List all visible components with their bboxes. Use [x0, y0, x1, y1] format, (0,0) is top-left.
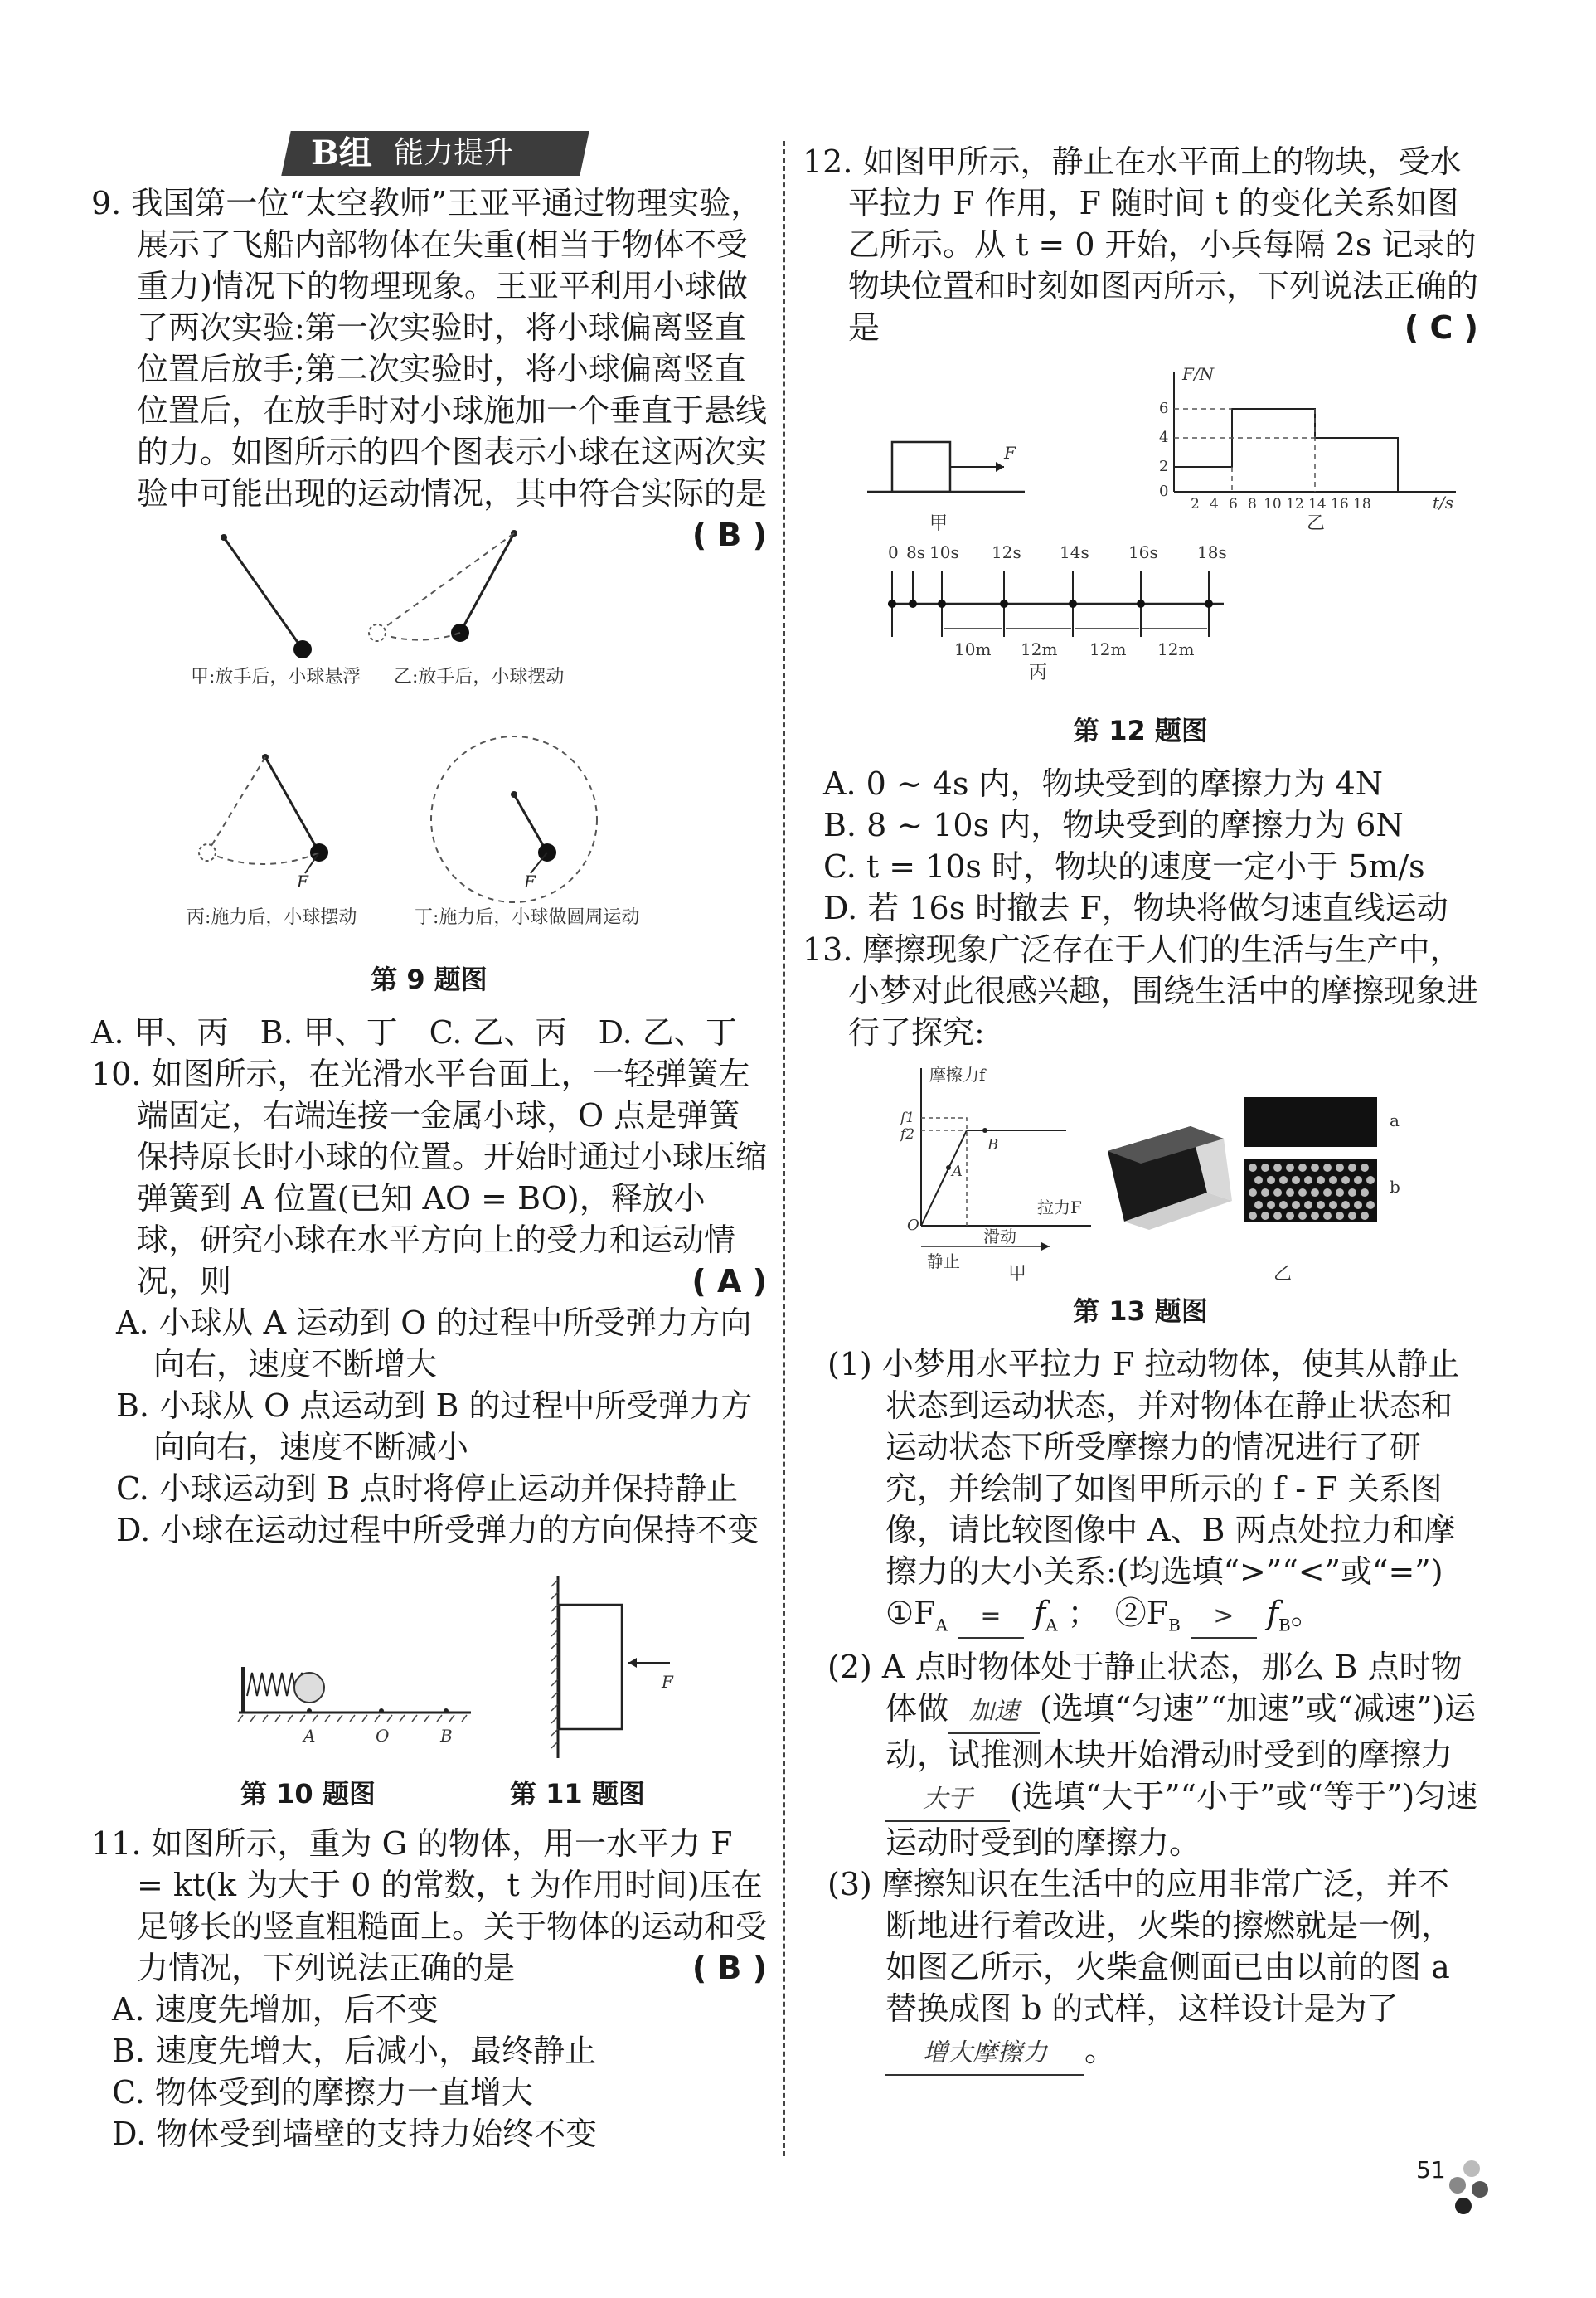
q12-ytick-2: 2 [1158, 458, 1168, 475]
q12-time-16: 16s [1128, 542, 1158, 562]
q9-label-jia: 甲:放手后，小球悬浮 [190, 667, 361, 687]
q10-answer: ( A ) [691, 1263, 767, 1300]
q13-pic-a: a [1389, 1110, 1400, 1130]
q11-label-f: F [661, 1672, 673, 1692]
q10-q11-captions [91, 1773, 767, 1815]
section-banner [286, 124, 585, 182]
q13-pic-b: b [1389, 1177, 1400, 1197]
q12-time-12: 12s [991, 542, 1021, 562]
q11-option-a: A. 速度先增加，后不变 [112, 1991, 439, 2028]
q13-still: 静止 [926, 1251, 960, 1271]
q13-part3: (3) 摩擦知识在生活中的应用非常广泛，并不断地进行着改进，火柴的擦燃就是一例，如图乙所示，火柴盒侧面已由以前的图 a 替换成图 b 的式样，这样设计是为了增大摩擦力 。 [803, 1863, 1478, 2076]
q13-answer-3[interactable]: 加速 [948, 1691, 1040, 1734]
q12-ytick-0: 0 [1158, 483, 1168, 500]
page-deco-4 [1455, 2198, 1472, 2214]
q13-point-a: A [951, 1163, 963, 1180]
page-deco-3 [1472, 2181, 1488, 2198]
q13-answer-4[interactable]: 大于 [885, 1779, 1010, 1822]
q12-figure [842, 355, 1453, 728]
q13-part1-fill: $①F_A = f_A$ ； $②F_B > f_B$。 [803, 1592, 1478, 1646]
q12-answer: ( C ) [1404, 309, 1478, 346]
q13-label-yi: 乙 [1273, 1264, 1292, 1285]
q13-label-jia: 甲 [1007, 1264, 1026, 1285]
q10-option-d: D. 小球在运动过程中所受弹力的方向保持不变 [116, 1512, 759, 1548]
q9-text: 9. 我国第一位“太空教师”王亚平通过物理实验，展示了飞船内部物体在失重(相当于物体不受重力)情况下的物理现象。王亚平利用小球做了两次实验:第一次实验时，将小球偏离竖直位置后放手;第二次实验时，将小球偏离竖直位置后，在放手时对小球施加一个垂直于悬线的力。如图所示的四个图表示小球在这两次实验中可能出现的运动情况，其中符合实际的是 ( B ) [91, 182, 767, 514]
right-column [803, 141, 1478, 2076]
q12-dist-1: 10m [953, 639, 991, 659]
q9-label-yi: 乙:放手后，小球摆动 [393, 667, 565, 687]
q13-answer-1[interactable]: = [958, 1596, 1024, 1639]
q12-option-c: C. t = 10s 时，物块的速度一定小于 5m/s [823, 848, 1425, 885]
section-title: 能力提升 [394, 136, 514, 170]
q12-xtick-12: 12 [1285, 496, 1304, 513]
q12-xlabel: t/s [1432, 493, 1453, 513]
q13-point-b: B [987, 1136, 998, 1154]
q10-option-b: B. 小球从 O 点运动到 B 的过程中所受弹力方向向右，速度不断减小 [116, 1387, 753, 1465]
q10-text: 10. 如图所示，在光滑水平台面上，一轻弹簧左端固定，右端连接一金属小球，O 点是弹簧保持原长时小球的位置。开始时通过小球压缩弹簧到 A 位置(已知 AO = BO)，释放小球，研究小球在水平方向上的受力和运动情况，则 ( A ) [91, 1053, 767, 1302]
column-divider [783, 141, 785, 2156]
q12-time-10: 10s [929, 542, 959, 562]
q9-figure [166, 521, 663, 952]
q13-figure [842, 1060, 1439, 1284]
matchbox-photo [1108, 1126, 1232, 1230]
q12-label-yi: 乙 [1306, 513, 1325, 534]
q13-xlabel: 拉力F [1036, 1198, 1082, 1217]
q12-option-b: B. 8 ~ 10s 内，物块受到的摩擦力为 6N [823, 807, 1404, 843]
page-deco-2 [1449, 2177, 1466, 2194]
q13-f2: f2 [900, 1126, 914, 1143]
q12-ylabel: F/N [1181, 364, 1214, 384]
q10-q11-figure [139, 1567, 720, 1766]
q11-option-d: D. 物体受到墙壁的支持力始终不变 [112, 2116, 598, 2152]
q12-xtick-18: 18 [1352, 496, 1371, 513]
q12-option-d: D. 若 16s 时撤去 F，物块将做匀速直线运动 [823, 890, 1448, 926]
q12-time-18: 18s [1196, 542, 1227, 562]
q12-dist-4: 12m [1157, 639, 1194, 659]
q9-force-bing: F [296, 872, 308, 892]
q13-part1: (1) 小梦用水平拉力 F 拉动物体，使其从静止状态到运动状态，并对物体在静止状态和运动状态下所受摩擦力的情况进行了研究，并绘制了如图甲所示的 f - F 关系图像，请比较图像中 A、B 两点处拉力和摩擦力的大小关系:(均选填“>”“<”或“=”) [827, 1346, 1460, 1590]
q12-label-bing: 丙 [1028, 663, 1047, 683]
q11-caption: 第 11 题图 [510, 1778, 645, 1810]
q12-xtick-6: 6 [1228, 496, 1238, 513]
q10-caption: 第 10 题图 [240, 1778, 376, 1810]
q12-xtick-14: 14 [1307, 496, 1327, 513]
q13-ylabel: 摩擦力f [929, 1065, 985, 1085]
q10-label-a: A [303, 1726, 315, 1746]
q12-xtick-10: 10 [1263, 496, 1282, 513]
q12-ytick-4: 4 [1158, 429, 1168, 446]
q11-option-c: C. 物体受到的摩擦力一直增大 [112, 2074, 533, 2111]
q12-time-8: 8s [905, 542, 925, 562]
q9-force-ding: F [523, 872, 536, 892]
q12-caption: 第 12 题图 [1073, 715, 1208, 746]
q13-text: 13. 摩擦现象广泛存在于人们的生活与生产中，小梦对此很感兴趣，围绕生活中的摩擦现象进行了探究: [803, 931, 1479, 1051]
q12-dist-2: 12m [1020, 639, 1057, 659]
q11-answer: ( B ) [691, 1950, 767, 1986]
q13-f1: f1 [900, 1110, 914, 1126]
q12-xtick-16: 16 [1330, 496, 1349, 513]
q12-force-label: F [1003, 443, 1016, 463]
q11-text: 11. 如图所示，重为 G 的物体，用一水平力 F = kt(k 为大于 0 的常数，t 为作用时间)压在足够长的竖直粗糙面上。关于物体的运动和受力情况，下列说法正确的是 ( B ) [91, 1823, 767, 1989]
q12-time-0: 0 [887, 542, 899, 562]
q12-xtick-2: 2 [1190, 496, 1200, 513]
q9-options: A. 甲、丙 B. 甲、丁 C. 乙、丙 D. 乙、丁 [91, 1014, 737, 1051]
q13-answer-2[interactable]: > [1191, 1596, 1257, 1639]
q12-xtick-8: 8 [1247, 496, 1257, 513]
q13-part2: (2) A 点时物体处于静止状态，那么 B 点时物体做 加速 (选填“匀速”“加速”或“减速”)运动，试推测木块开始滑动时受到的摩擦力大于 (选填“大于”“小于”或“等于”)匀速运动时受到的摩擦力。 [827, 1648, 1478, 1861]
q13-answer-5[interactable]: 增大摩擦力 [885, 2033, 1084, 2076]
section-group: B组 [311, 134, 372, 172]
left-column [91, 124, 767, 2155]
q12-text: 12. 如图甲所示，静止在水平面上的物块，受水平拉力 F 作用，F 随时间 t 的变化关系如图乙所示。从 t = 0 开始，小兵每隔 2s 记录的物块位置和时刻如图丙所示，下列说法正确的是 ( C ) [803, 141, 1478, 348]
q9-label-ding: 丁:施力后，小球做圆周运动 [414, 907, 640, 928]
q13-caption: 第 13 题图 [1073, 1295, 1208, 1327]
q12-label-jia: 甲 [929, 513, 948, 534]
q10-label-b: B [439, 1726, 453, 1746]
q12-dist-3: 12m [1089, 639, 1126, 659]
q10-option-c: C. 小球运动到 B 点时将停止运动并保持静止 [116, 1470, 738, 1507]
q9-label-bing: 丙:施力后，小球摆动 [186, 907, 357, 928]
q12-option-a: A. 0 ~ 4s 内，物块受到的摩擦力为 4N [823, 765, 1384, 802]
q10-label-o: O [375, 1726, 389, 1746]
q12-ytick-6: 6 [1158, 400, 1168, 417]
page-number: 51 [1416, 2156, 1446, 2184]
page-deco-1 [1463, 2160, 1480, 2177]
q12-xtick-4: 4 [1209, 496, 1219, 513]
q13-slide: 滑动 [982, 1227, 1016, 1246]
q12-time-14: 14s [1059, 542, 1089, 562]
q11-option-b: B. 速度先增大，后减小，最终静止 [112, 2033, 597, 2069]
q13-origin: O [906, 1217, 919, 1234]
q10-option-a: A. 小球从 A 运动到 O 的过程中所受弹力方向向右，速度不断增大 [116, 1304, 752, 1382]
q9-caption: 第 9 题图 [371, 964, 488, 995]
q9-answer: ( B ) [691, 517, 767, 553]
